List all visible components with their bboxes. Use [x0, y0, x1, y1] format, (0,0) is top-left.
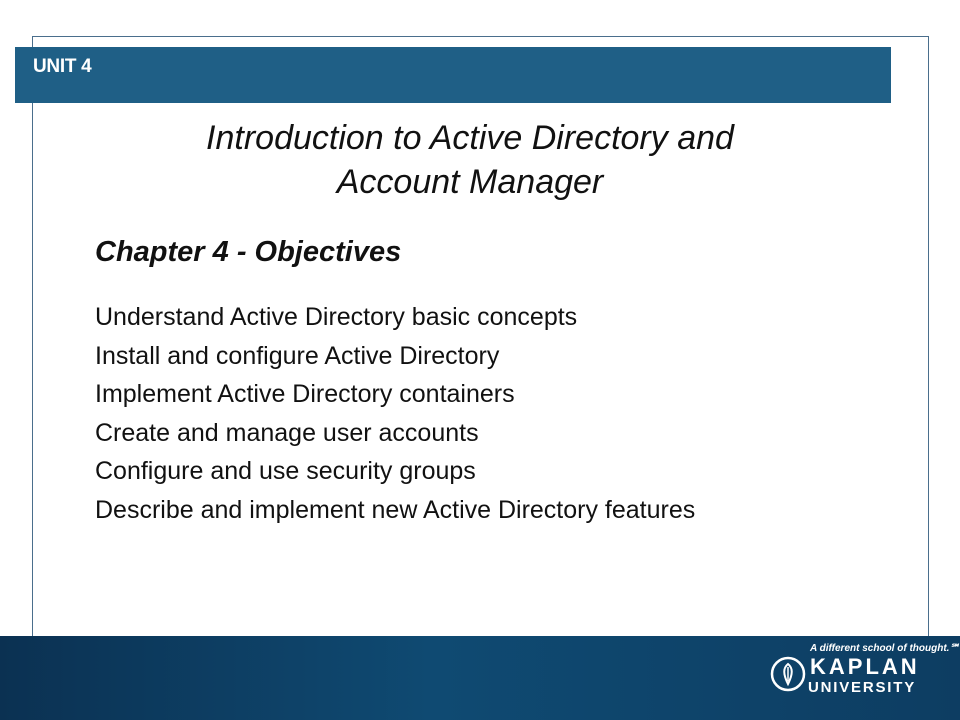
objective-item: Install and configure Active Directory — [95, 341, 500, 370]
objectives-list — [95, 298, 695, 529]
footer-tagline: A different school of thought.℠ — [810, 643, 960, 654]
slide-title — [40, 116, 900, 204]
objective-item: Create and manage user accounts — [95, 418, 479, 447]
slide-title-line-2: Account Manager — [336, 163, 604, 201]
unit-header-bar — [15, 47, 891, 103]
objective-item: Configure and use security groups — [95, 457, 476, 485]
slide-title-line-1: Introduction to Active Directory and — [206, 119, 734, 157]
kaplan-shield-icon — [770, 656, 806, 692]
objective-item: Implement Active Directory containers — [95, 380, 515, 408]
slide-subtitle: Chapter 4 - Objectives — [95, 236, 402, 268]
objective-item: Describe and implement new Active Directory features — [95, 495, 696, 524]
unit-label: UNIT 4 — [33, 56, 92, 77]
objective-item: Understand Active Directory basic concepts — [95, 303, 578, 331]
logo-text-university: UNIVERSITY — [808, 679, 917, 696]
logo-text-kaplan: KAPLAN — [810, 654, 920, 679]
